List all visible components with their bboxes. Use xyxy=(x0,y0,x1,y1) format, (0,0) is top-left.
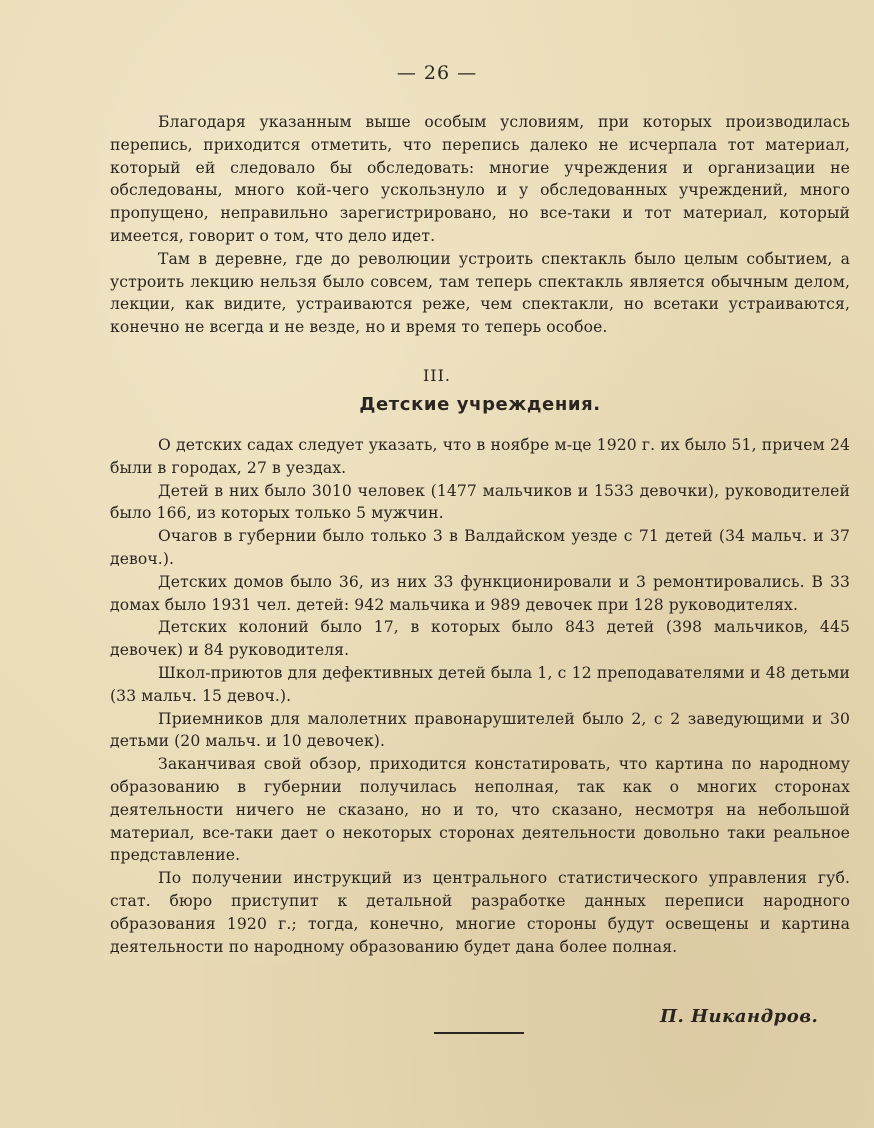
paragraph: По получении инструкций из центрального статистического управления губ. стат. бюро приступит к детальной разработке данных переписи народного образования 1920 г.; тогда, конечно, многие стороны будут освещены и картина деятельности по народному образованию будет дана более полная. xyxy=(110,869,850,956)
body-text-top xyxy=(110,111,850,339)
paragraph: Школ-приютов для дефективных детей была 1, с 12 преподавателями и 48 детьми (33 мальч. 15 девоч.). xyxy=(110,663,850,705)
paragraph: Очагов в губернии было только 3 в Валдайском уезде с 71 детей (34 мальч. и 37 девоч.). xyxy=(110,527,850,568)
paragraph: Там в деревне, где до революции устроить спектакль было целым событием, а устроить лекцию нельзя было совсем, там теперь спектакль является обычным делом, лекции, как видите, устраиваются реже, чем спектакли, но всетаки устраиваются, конечно не всегда и не везде, но и время то теперь особое. xyxy=(110,249,850,337)
section-title: Детские учреждения. xyxy=(359,394,601,415)
section-number: III. xyxy=(422,366,452,385)
paragraph: Детских колоний было 17, в которых было 843 детей (398 мальчиков, 445 девочек) и 84 руководителя. xyxy=(110,618,850,660)
body-text-bottom xyxy=(110,434,850,958)
paragraph: Заканчивая свой обзор, приходится констатировать, что картина по народному образованию в губернии получилась неполная, так как о многих сторонах деятельности ничего не сказано, но и то, что сказано, несмотря на небольшой материал, все-таки дает о некоторых сторонах деятельности довольно таки реальное представление. xyxy=(110,755,850,865)
paragraph: О детских садах следует указать, что в ноябре м-це 1920 г. их было 51, причем 24 были в городах, 27 в уездах. xyxy=(110,436,850,477)
paragraph: Детских домов было 36, из них 33 функционировали и 3 ремонтировались. В 33 домах было 1931 чел. детей: 942 мальчика и 989 девочек при 128 руководителях. xyxy=(110,572,850,614)
paragraph: Приемников для малолетних правонарушителей было 2, с 2 заведующими и 30 детьми (20 мальч. и 10 девочек). xyxy=(110,709,850,751)
page-number: — 26 — xyxy=(396,62,478,84)
paragraph: Детей в них было 3010 человек (1477 мальчиков и 1533 девочки), руководителей было 166, из которых только 5 мужчин. xyxy=(110,481,850,523)
closing-rule xyxy=(434,1032,524,1034)
author-signature: П. Никандров. xyxy=(660,1006,819,1027)
paragraph: Благодаря указанным выше особым условиям, при которых производилась перепись, приходится отметить, что перепись далеко не исчерпала тот материал, который ей следовало бы обследовать: многие учреждения и организации не обследованы, много кой-чего ускользнуло и у обследованных учреждений, много пропущено, неправильно зарегистрировано, но все-таки и тот материал, который имеется, говорит о том, что дело идет. xyxy=(110,113,850,245)
